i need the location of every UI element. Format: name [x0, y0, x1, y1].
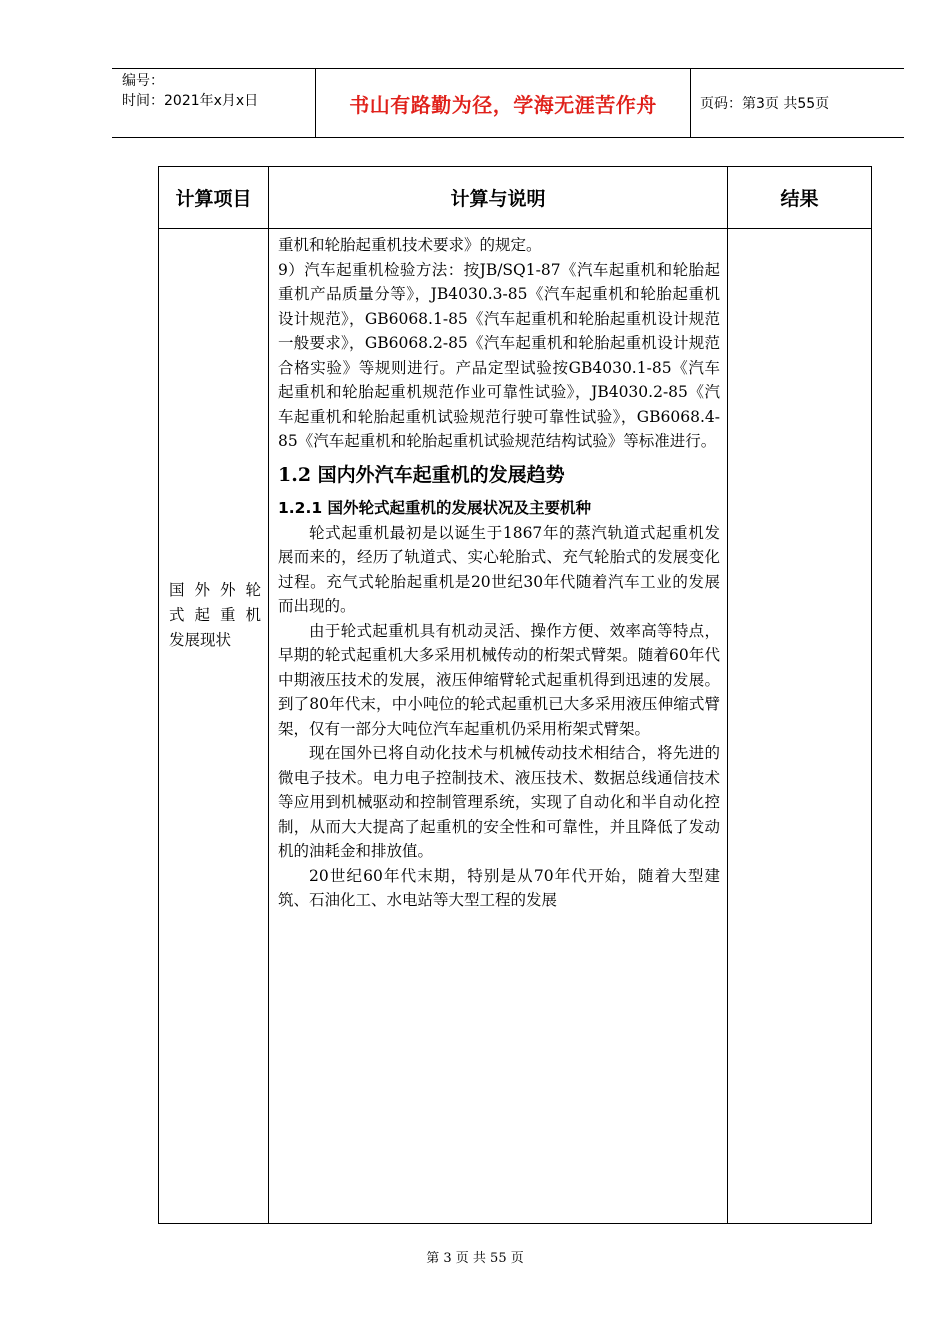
- paragraph: 20世纪60年代末期，特别是从70年代开始，随着大型建筑、石油化工、水电站等大型工程的发展: [278, 866, 720, 909]
- header-meta: [112, 69, 315, 137]
- subsection-heading: 1.2.1 国外轮式起重机的发展状况及主要机种: [278, 498, 592, 517]
- paragraph: 9）汽车起重机检验方法：按JB/SQ1-87《汽车起重机和轮胎起重机产品质量分等》，JB4030.3-85《汽车起重机和轮胎起重机设计规范》，GB6068.1-85《汽车起重机和轮胎起重机设计规范一般要求》，GB6068.2-85《汽车起重机和轮胎起重机设计规范合格实验》等规则进行。产品定型试验按GB4030.1-85《汽车起重机和轮胎起重机规范作业可靠性试验》，JB4030.2-85《汽车起重机和轮胎起重机试验规范行驶可靠性试验》，GB6068.4-85《汽车起重机和轮胎起重机试验规范结构试验》等标准进行。: [278, 260, 720, 450]
- header-calc-desc: 计算与说明: [450, 188, 546, 210]
- page-info: 页码：第3页 共55页: [700, 96, 830, 112]
- calc-desc-cell: [278, 233, 720, 913]
- calc-item-cell: [169, 578, 261, 653]
- column-divider: [268, 167, 269, 1223]
- paragraph: 现在国外已将自动化技术与机械传动技术相结合，将先进的微电子技术。电力电子控制技术、液压技术、数据总线通信技术等应用到机械驱动和控制管理系统，实现了自动化和半自动化控制，从而大大提高了起重机的安全性和可靠性，并且降低了发动机的油耗金和排放值。: [278, 744, 720, 860]
- paragraph: 由于轮式起重机具有机动灵活、操作方便、效率高等特点，早期的轮式起重机大多采用机械传动的桁架式臂架。随着60年代中期液压技术的发展，液压伸缩臂轮式起重机得到迅速的发展。到了80年代末，中小吨位的轮式起重机已大多采用液压伸缩式臂架，仅有一部分大吨位汽车起重机仍采用桁架式臂架。: [278, 621, 720, 738]
- page-footer: 第 3 页 共 55 页: [426, 1251, 524, 1266]
- calc-item-line: 国外外轮: [169, 581, 261, 599]
- header-motto-cell: [315, 69, 691, 137]
- paragraph: 重机和轮胎起重机技术要求》的规定。: [278, 236, 542, 254]
- calc-item-line: 式起重机: [169, 606, 261, 624]
- calc-item-line: 发展现状: [169, 631, 232, 649]
- header-result: 结果: [780, 188, 819, 210]
- time-label: 时间：2021年x月x日: [122, 93, 259, 109]
- motto-text: 书山有路勤为径，学海无涯苦作舟: [349, 92, 657, 117]
- column-divider: [727, 167, 728, 1223]
- header-divider: [159, 228, 871, 229]
- number-label: 编号：: [122, 73, 164, 89]
- header-calc-item: 计算项目: [175, 188, 252, 210]
- section-heading: 1.2 国内外汽车起重机的发展趋势: [278, 463, 565, 486]
- paragraph: 轮式起重机最初是以诞生于1867年的蒸汽轨道式起重机发展而来的，经历了轨道式、实心轮胎式、充气轮胎式的发展变化过程。充气式轮胎起重机是20世纪30年代随着汽车工业的发展而出现的。: [278, 523, 720, 615]
- page-header: [112, 68, 904, 138]
- header-page-cell: [690, 69, 904, 137]
- calc-table: [158, 166, 872, 1224]
